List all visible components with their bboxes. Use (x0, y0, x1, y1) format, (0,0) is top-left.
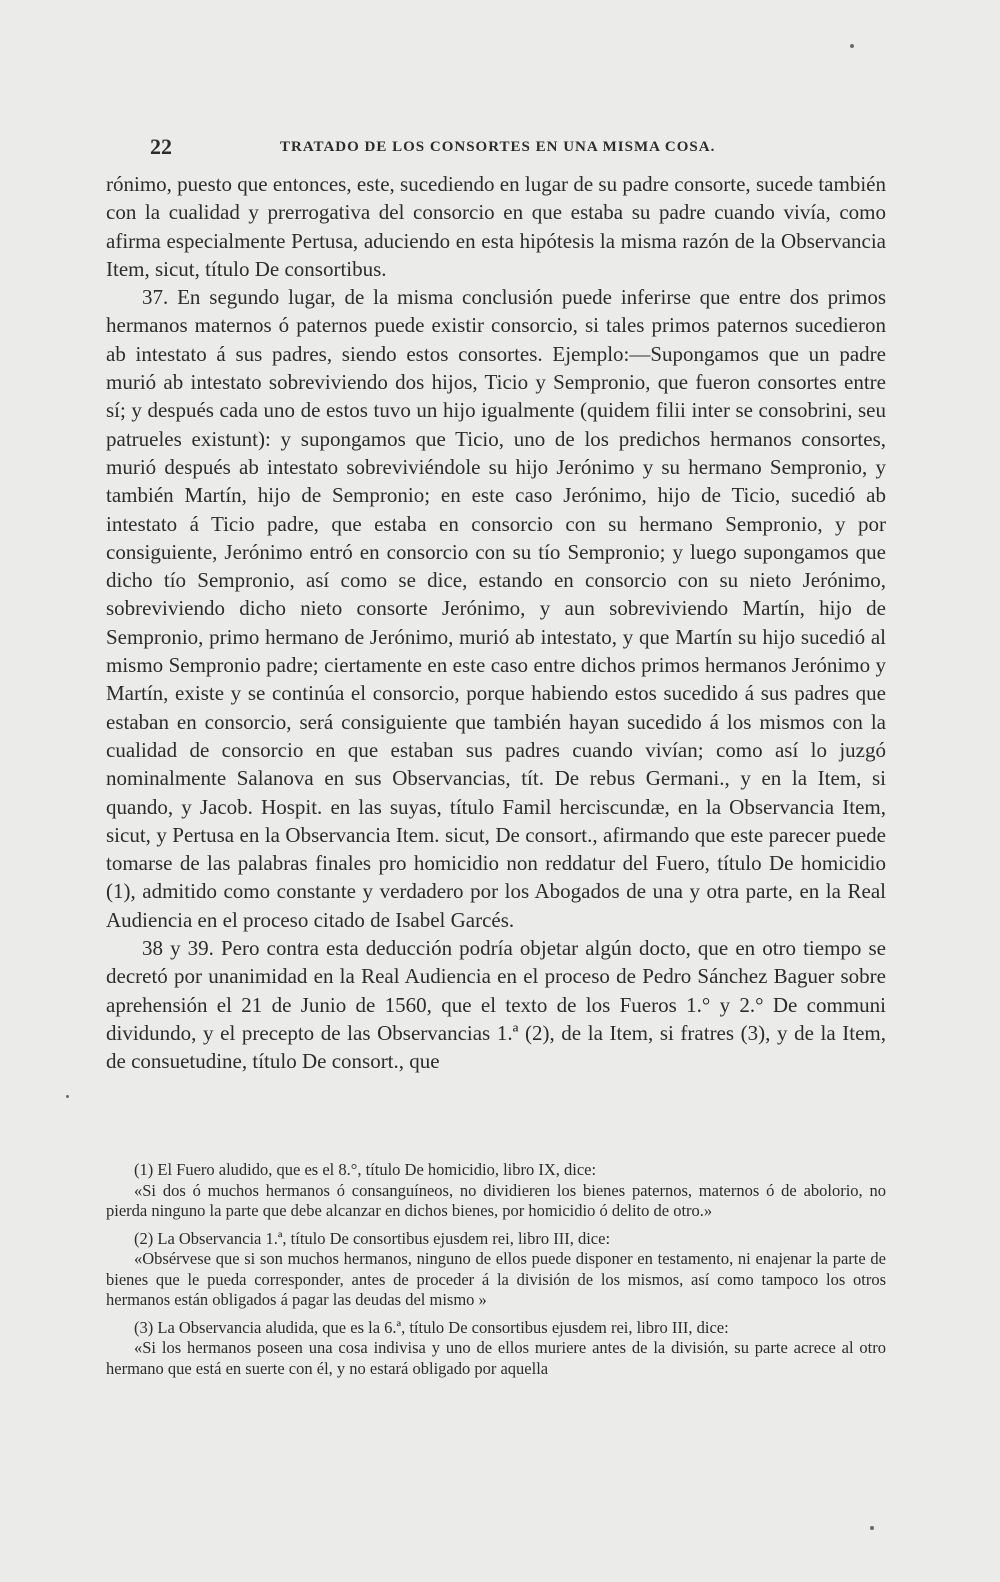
footnote-1-heading: (1) El Fuero aludido, que es el 8.°, título De homicidio, libro IX, dice: (134, 1160, 597, 1179)
footnote-3-heading: (3) La Observancia aludida, que es la 6.ª, título De consortibus ejusdem rei, libro III, dice: (134, 1317, 729, 1337)
paragraph-37: 37. En segundo lugar, de la misma conclusión puede inferirse que entre dos primos hermanos maternos ó paternos puede existir consorcio, si tales primos paternos sucedieron ab intestato á sus padres, siendo estos consortes. Ejemplo:—Supongamos que un padre murió ab intestato sobreviviendo dos hijos, Ticio y Sempronio, que fueron consortes entre sí; y después cada uno de estos tuvo un hijo igualmente (quidem filii inter se consobrini, seu patrueles existunt): y supongamos que Ticio, uno de los predichos hermanos consortes, murió después ab intestato sobreviviéndole su hijo Jerónimo y su hermano Sempronio, y también Martín, hijo de Sempronio; en este caso Jerónimo, hijo de Ticio, sucedió ab intestato á Ticio padre, que estaba en consorcio con su hermano Sempronio, y por consiguiente, Jerónimo entró en consorcio con su tío Sempronio; y luego supongamos que dicho tío Sempronio, así como se dice, estando en consorcio con su nieto Jerónimo, sobreviviendo dicho nieto consorte Jerónimo, y aun sobreviviendo Martín, hijo de Sempronio, primo hermano de Jerónimo, murió ab intestato, y que Martín su hijo sucedió al mismo Sempronio padre; ciertamente en este caso entre dichos primos hermanos Jerónimo y Martín, existe y se continúa el consorcio, porque habiendo estos sucedido á sus padres que estaban en consorcio, será consiguiente que también hayan sucedido á los mismos con la cualidad de consorcio en que estaban sus padres cuando vivían; como así lo juzgó nominalmente Salanova en sus Observancias, tít. De rebus Germani., y en la Item, si quando, y Jacob. Hospit. en las suyas, título Famil herciscundæ, en la Observancia Item, sicut, y Pertusa en la Observancia Item. sicut, De consort., afirmando que este parecer puede tomarse de las palabras finales pro homicidio non reddatur del Fuero, título De homicidio (1), admitido como constante y verdadero por los Abogados de una y otra parte, en la Real Audiencia en el proceso citado de Isabel Garcés. (106, 285, 886, 932)
page-header (150, 136, 880, 160)
ink-speck (850, 44, 854, 48)
footnote-1 (106, 1160, 886, 1222)
page-number: 22 (150, 134, 172, 159)
footnote-2-text: «Obsérvese que si son muchos hermanos, ninguno de ellos puede disponer en testamento, ni enajenar la parte de bienes que le pueda corresponder, antes de proceder á la división de los mismos, así como tampoco los otros hermanos están obligados á pagar las deudas del mismo » (106, 1249, 886, 1309)
ink-speck (870, 1526, 874, 1530)
ink-speck (66, 1095, 69, 1098)
footnotes (106, 1160, 886, 1386)
footnote-2 (106, 1229, 886, 1311)
footnote-3 (106, 1318, 886, 1380)
paragraph: rónimo, puesto que entonces, este, sucediendo en lugar de su padre consorte, sucede también con la cualidad y prerrogativa del consorcio en que estaba su padre cuando vivía, como afirma especialmente Pertusa, aduciendo en esta hipótesis la misma razón de la Observancia Item, sicut, título De consortibus. (106, 172, 886, 281)
running-title: TRATADO DE LOS CONSORTES EN UNA MISMA COSA. (280, 139, 716, 155)
paragraph-38-39: 38 y 39. Pero contra esta deducción podría objetar algún docto, que en otro tiempo se decretó por unanimidad en la Real Audiencia en el proceso de Pedro Sánchez Baguer sobre aprehensión el 21 de Junio de 1560, que el texto de los Fueros 1.° y 2.° De communi dividundo, y el precepto de las Observancias 1.ª (2), de la Item, si fratres (3), y de la Item, de consuetudine, título De consort., que (106, 936, 886, 1074)
main-text (106, 170, 886, 1076)
footnote-2-heading: (2) La Observancia 1.ª, título De consortibus ejusdem rei, libro III, dice: (134, 1228, 611, 1248)
footnote-1-text: «Si dos ó muchos hermanos ó consanguíneos, no dividieren los bienes paternos, maternos ó de abolorio, no pierda ninguno la parte que debe alcanzar en dichos bienes, por homicidio ó delito de otro.» (106, 1180, 886, 1220)
footnote-3-text: «Si los hermanos poseen una cosa indivisa y uno de ellos muriere antes de la división, su parte acrece al otro hermano que está en suerte con él, y no estará obligado por aquella (106, 1338, 886, 1378)
